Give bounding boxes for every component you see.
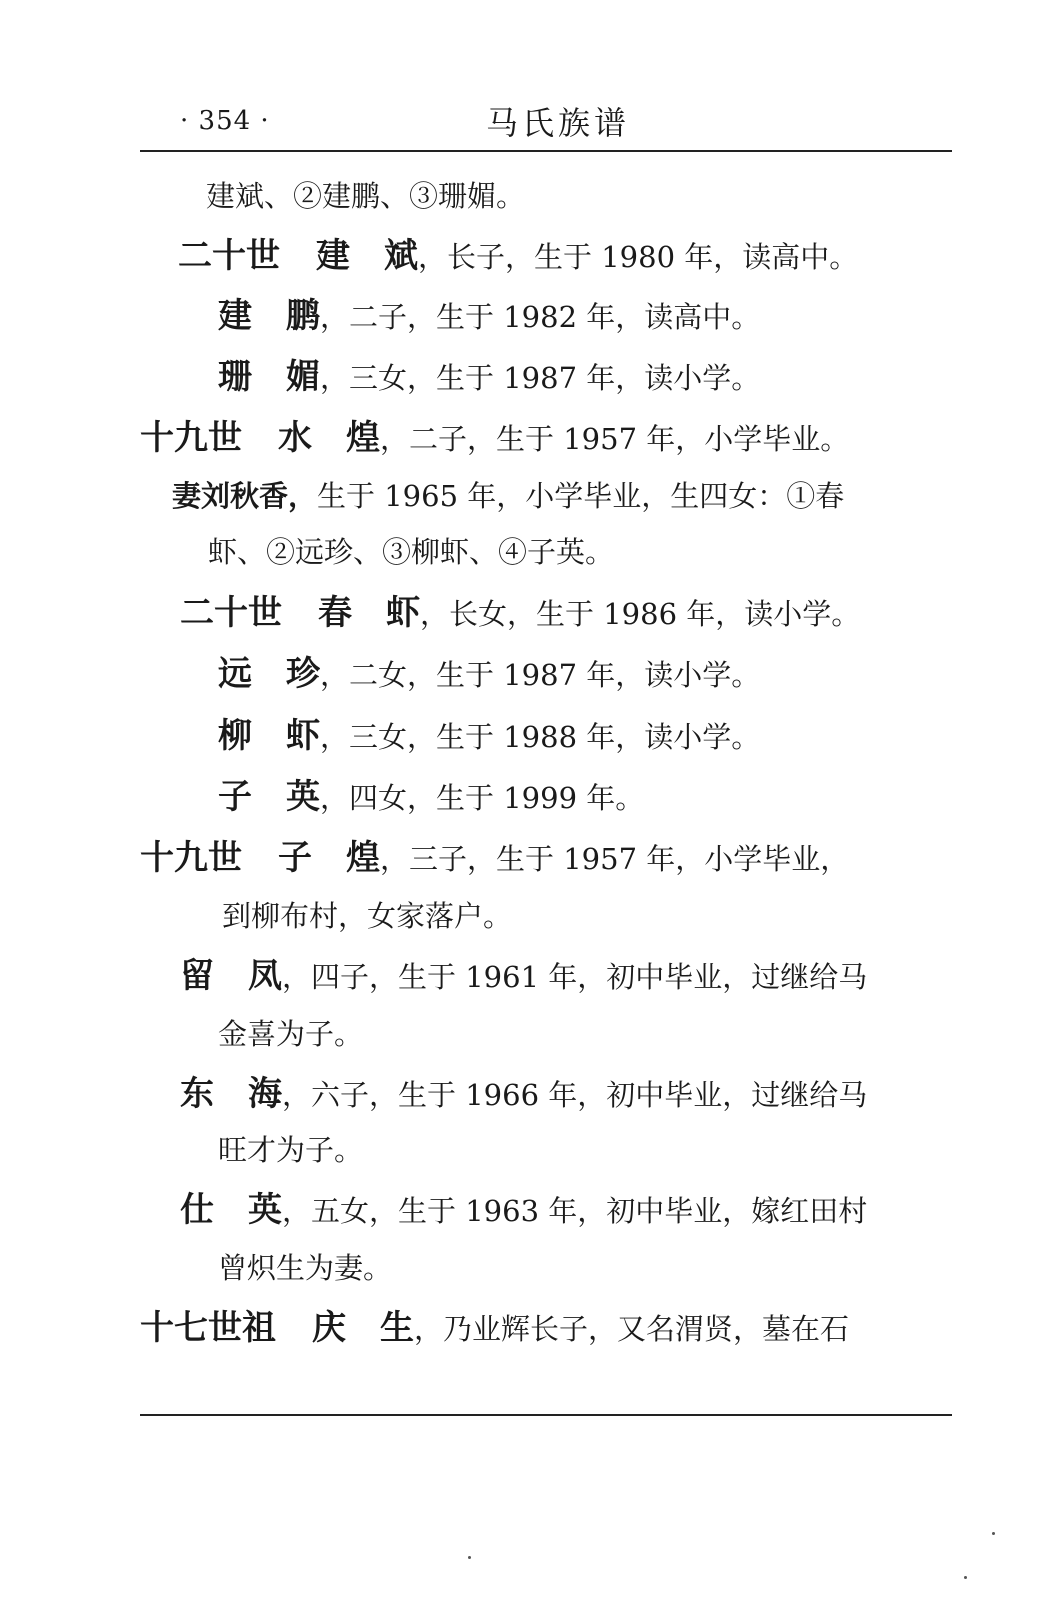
person-description: ，四子，生于 1961 年，初中毕业，过继给马 <box>282 960 868 994</box>
text-line <box>218 1130 363 1171</box>
person-description: ，三子，生于 1957 年，小学毕业， <box>380 842 850 876</box>
person-name: 建 斌 <box>316 236 418 276</box>
text-line <box>206 176 525 217</box>
generation-label: 二十世 <box>180 593 282 633</box>
person-description: ，五女，生于 1963 年，初中毕业，嫁红田村 <box>282 1194 868 1228</box>
entry-line <box>180 956 867 998</box>
person-name: 珊 媚 <box>218 357 320 397</box>
entry-line <box>140 418 849 460</box>
entry-line <box>218 654 760 696</box>
person-name: 仕 英 <box>180 1190 282 1230</box>
generation-label: 十九世 <box>140 418 242 458</box>
person-description: ，乃业辉长子，又名渭贤，墓在石 <box>414 1312 850 1346</box>
footer-rule <box>140 1414 952 1416</box>
entry-line <box>172 476 844 517</box>
text-line <box>208 532 614 573</box>
book-title: 马氏族谱 <box>486 104 631 142</box>
person-name: 东 海 <box>180 1074 282 1114</box>
entry-line <box>218 296 760 338</box>
continuation-text: 旺才为子。 <box>218 1133 364 1167</box>
entry-line <box>178 236 858 278</box>
text-line <box>218 1248 392 1289</box>
scan-speck <box>468 1556 471 1559</box>
entry-line <box>218 777 644 819</box>
person-name: 子 煌 <box>278 838 380 878</box>
entry-line <box>218 357 760 399</box>
continuation-text: 曾炽生为妻。 <box>218 1251 393 1285</box>
entry-line <box>180 1074 867 1116</box>
generation-label: 十九世 <box>140 838 242 878</box>
scan-speck <box>964 1576 967 1579</box>
continuation-text: 到柳布村，女家落户。 <box>222 899 513 933</box>
person-description: ，二子，生于 1957 年，小学毕业。 <box>380 422 850 456</box>
page-number: · 354 · <box>180 106 270 136</box>
page-header <box>140 92 952 152</box>
header-rule <box>140 150 952 152</box>
person-name: 留 凤 <box>180 956 282 996</box>
person-description: ，三女，生于 1987 年，读小学。 <box>320 361 761 395</box>
entry-line <box>218 716 760 758</box>
entry-line <box>180 1190 867 1232</box>
person-description: ，二女，生于 1987 年，读小学。 <box>320 658 761 692</box>
entry-line <box>180 593 860 635</box>
generation-label: 二十世 <box>178 236 280 276</box>
person-name: 建 鹏 <box>218 296 320 336</box>
text-line <box>222 896 512 937</box>
person-description: ，长女，生于 1986 年，读小学。 <box>420 597 861 631</box>
person-name: 春 虾 <box>318 593 420 633</box>
continuation-text: 虾、②远珍、③柳虾、④子英。 <box>208 535 615 569</box>
continuation-text: 金喜为子。 <box>218 1017 364 1051</box>
continuation-text: 建斌、②建鹏、③珊媚。 <box>206 179 526 213</box>
person-name: 远 珍 <box>218 654 320 694</box>
entry-line <box>140 838 849 880</box>
person-name: 庆 生 <box>312 1308 414 1348</box>
person-description: 生于 1965 年，小学毕业，生四女：①春 <box>317 479 845 513</box>
wife-name: 妻刘秋香， <box>172 479 318 513</box>
person-description: ，六子，生于 1966 年，初中毕业，过继给马 <box>282 1078 868 1112</box>
person-description: ，四女，生于 1999 年。 <box>320 781 645 815</box>
person-name: 子 英 <box>218 777 320 817</box>
scan-speck <box>992 1532 995 1535</box>
generation-label: 十七世祖 <box>140 1308 276 1348</box>
entry-line <box>140 1308 849 1350</box>
person-name: 水 煌 <box>278 418 380 458</box>
text-line <box>218 1014 363 1055</box>
person-description: ，二子，生于 1982 年，读高中。 <box>320 300 761 334</box>
person-description: ，三女，生于 1988 年，读小学。 <box>320 720 761 754</box>
person-name: 柳 虾 <box>218 716 320 756</box>
person-description: ，长子，生于 1980 年，读高中。 <box>418 240 859 274</box>
